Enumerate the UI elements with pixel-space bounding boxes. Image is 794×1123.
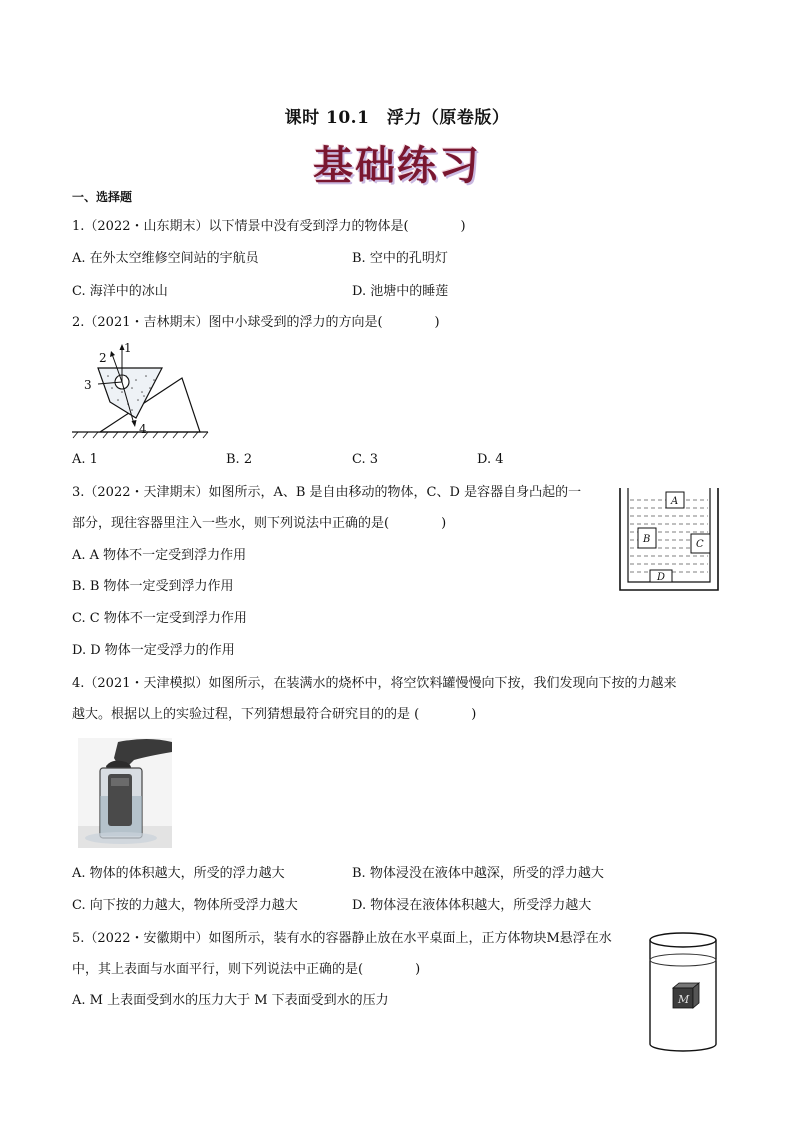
q3-label-d: D [657, 572, 666, 583]
q1-option-c[interactable]: C. 海洋中的冰山 [72, 284, 168, 299]
q3-stem-line-1: 3.（2022・天津期末）如图所示，A、B 是自由移动的物体，C、D 是容器自身凸起的一 [72, 485, 582, 500]
q5-option-a[interactable]: A. M 上表面受到水的压力大于 M 下表面受到水的压力 [72, 993, 389, 1008]
q3-container-figure [614, 484, 724, 596]
q2-label-3: 3 [84, 378, 92, 392]
q3-option-b[interactable]: B. B 物体一定受到浮力作用 [72, 579, 234, 594]
q4-option-b[interactable]: B. 物体浸没在液体中越深，所受的浮力越大 [352, 866, 604, 881]
q1-option-a[interactable]: A. 在外太空维修空间站的宇航员 [72, 251, 259, 266]
q2-label-1: 1 [124, 341, 132, 355]
q3-label-b: B [643, 534, 651, 545]
q1-option-d[interactable]: D. 池塘中的睡莲 [352, 284, 449, 299]
q3-label-c: C [696, 539, 704, 550]
q2-label-2: 2 [99, 351, 107, 365]
q1-option-b[interactable]: B. 空中的孔明灯 [352, 251, 448, 266]
page-title: 课时 10.1 浮力（原卷版） [284, 108, 510, 128]
q2-option-b[interactable]: B. 2 [226, 452, 253, 467]
q5-stem-line-2: 中，其上表面与水面平行，则下列说法中正确的是( ) [72, 962, 421, 977]
q4-option-d[interactable]: D. 物体浸在液体体积越大，所受浮力越大 [352, 898, 592, 913]
q4-stem-line-1: 4.（2021・天津模拟）如图所示，在装满水的烧杯中，将空饮料罐慢慢向下按，我们发现向下按的力越来 [72, 676, 677, 691]
q5-label-m: M [678, 993, 690, 1006]
q3-option-d[interactable]: D. D 物体一定受浮力的作用 [72, 643, 235, 658]
q5-stem-line-1: 5.（2022・安徽期中）如图所示，装有水的容器静止放在水平桌面上，正方体物块M悬浮在水 [72, 931, 612, 946]
q4-option-a[interactable]: A. 物体的体积越大，所受的浮力越大 [72, 866, 285, 881]
q2-label-4: 4 [139, 422, 147, 436]
q4-stem-line-2: 越大。根据以上的实验过程，下列猜想最符合研究目的的是 ( ) [72, 707, 477, 722]
q2-option-c[interactable]: C. 3 [352, 452, 379, 467]
banner-heading: 基础练习 [313, 143, 481, 189]
q4-option-c[interactable]: C. 向下按的力越大，物体所受浮力越大 [72, 898, 298, 913]
q2-incline-figure [70, 340, 210, 440]
q1-stem: 1.（2022・山东期末）以下情景中没有受到浮力的物体是( ) [72, 219, 466, 234]
section-heading: 一、选择题 [72, 190, 133, 204]
q3-option-a[interactable]: A. A 物体不一定受到浮力作用 [72, 548, 247, 563]
q4-beaker-photo [78, 738, 172, 848]
q2-option-a[interactable]: A. 1 [72, 452, 98, 467]
q2-option-d[interactable]: D. 4 [477, 452, 504, 467]
q2-stem: 2.（2021・吉林期末）图中小球受到的浮力的方向是( ) [72, 315, 440, 330]
q5-cylinder-figure [644, 930, 722, 1056]
q3-stem-line-2: 部分，现往容器里注入一些水，则下列说法中正确的是( ) [72, 516, 447, 531]
q3-option-c[interactable]: C. C 物体不一定受到浮力作用 [72, 611, 247, 626]
q3-label-a: A [671, 496, 679, 507]
